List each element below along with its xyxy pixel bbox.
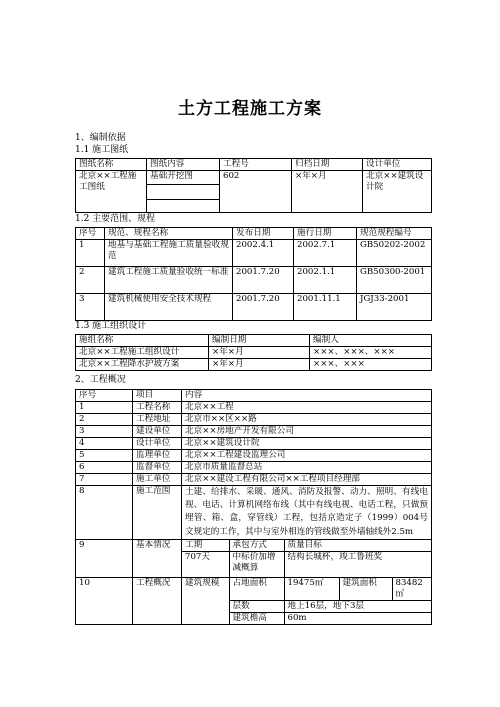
table-cell: 工程名称	[133, 402, 182, 414]
table-cell: 2001.7.20	[233, 294, 294, 321]
table-cell: 60m	[284, 613, 431, 625]
table-cell: 监督单位	[133, 462, 182, 474]
table-header-cell: 编制日期	[209, 335, 310, 347]
table-cell: 19475㎡	[284, 578, 339, 601]
table-cell: 北京××工程施工组织设计	[76, 347, 209, 359]
table-cell: 中标价加增减概算	[229, 551, 284, 577]
table-cell: 工程概况	[133, 578, 182, 625]
subsection-heading: 1.3 施工组织设计	[75, 321, 147, 331]
table-cell: 建筑檐高	[229, 613, 284, 625]
table-row	[76, 171, 432, 213]
table-cell: 建筑机械使用安全技术规程	[105, 294, 233, 321]
table-cell: 7	[76, 474, 133, 486]
table-header-cell: 承包方式	[229, 540, 284, 552]
table-header-cell: 项目	[133, 390, 182, 402]
table-cell: ×年×月	[209, 359, 310, 371]
page-title: 土方工程施工方案	[178, 99, 322, 119]
empty-subcell	[147, 185, 219, 200]
table-cell: JGJ33-2001	[357, 294, 432, 321]
table-cell: 602	[220, 171, 292, 213]
table-row	[76, 450, 432, 462]
table-cell: 83482㎡	[392, 578, 431, 601]
table-cell: 2001.11.1	[294, 294, 357, 321]
table-header-cell: 施组名称	[76, 335, 209, 347]
table-cell: 工程地址	[133, 414, 182, 426]
table-header-cell: 施行日期	[294, 228, 357, 240]
section-heading: 1、编制依据	[75, 133, 126, 143]
table-cell: 1	[76, 240, 105, 267]
table-cell: 基本情况	[133, 539, 182, 578]
table-cell: ×××、×××、×××	[310, 347, 432, 359]
table-header-cell: 设计单位	[363, 159, 432, 171]
basic-info-cell	[182, 539, 432, 578]
table-header-cell: 编制人	[310, 335, 432, 347]
table-row	[76, 486, 432, 540]
table-cell: 监理单位	[133, 450, 182, 462]
drawings-table	[75, 158, 432, 213]
overview-cell	[182, 578, 432, 625]
table-cell: 结构长城杯，竣工鲁班奖	[284, 551, 431, 577]
table-row	[76, 539, 432, 578]
table-header-cell: 图纸名称	[76, 159, 147, 171]
table-cell: 2	[76, 414, 133, 426]
table-header-cell: 归档日期	[292, 159, 363, 171]
table-header-cell: 工程号	[220, 159, 292, 171]
table-header-row	[76, 390, 432, 402]
table-header-cell: 图纸内容	[147, 159, 220, 171]
drawing-content: 基础开挖图	[147, 171, 219, 185]
table-header-row	[76, 159, 432, 171]
table-cell: 土建、给排水、采暖、通风、消防及报警、动力、照明、有线电视、电话、计算机网络布线（其中有线电视、电话工程，只做预埋管、箱、盒，穿管线）工程，包括京造定子（1999）004号文规定的工作，其中与室外相连的管线做至外墙轴线外2.5m	[182, 486, 432, 540]
table-row	[76, 240, 432, 267]
table-cell: 2002.1.1	[294, 267, 357, 294]
table-cell: 占地面积	[229, 578, 284, 601]
table-cell: 北京××房地产开发有限公司	[182, 426, 432, 438]
table-row	[76, 267, 432, 294]
table-header-cell: 规范规程编号	[357, 228, 432, 240]
table-cell: 施工单位	[133, 474, 182, 486]
table-header-cell: 发布日期	[233, 228, 294, 240]
table-cell: 北京××建筑设计院	[363, 171, 432, 213]
table-row	[76, 347, 432, 359]
table-row	[76, 426, 432, 438]
table-header-row	[76, 335, 432, 347]
table-cell: 2002.7.1	[294, 240, 357, 267]
table-cell: ×××、×××	[310, 359, 432, 371]
table-row	[76, 578, 432, 625]
table-header-cell: 序号	[76, 390, 133, 402]
table-cell: 北京××工程建设监理公司	[182, 450, 432, 462]
table-row	[76, 359, 432, 371]
table-cell: 8	[76, 486, 133, 540]
table-cell: 2001.7.20	[233, 267, 294, 294]
table-cell: 4	[76, 438, 133, 450]
table-cell: 6	[76, 462, 133, 474]
table-cell: GB50202-2002	[357, 240, 432, 267]
subsection-heading: 1.1 施工图纸	[75, 145, 129, 155]
table-row	[76, 462, 432, 474]
table-cell: 地基与基础工程施工质量验收规范	[105, 240, 233, 267]
table-cell	[147, 171, 220, 213]
table-cell: 北京××工程	[182, 402, 432, 414]
subsection-heading: 1.2 主要范围、规程	[75, 214, 156, 224]
project-overview-table	[75, 389, 432, 625]
table-row	[76, 402, 432, 414]
table-header-cell: 序号	[76, 228, 105, 240]
table-row	[76, 474, 432, 486]
table-row	[76, 414, 432, 426]
section-heading: 2、工程概况	[75, 375, 126, 385]
table-cell: 层数	[229, 601, 284, 613]
table-cell: ×年×月	[209, 347, 310, 359]
table-cell: 设计单位	[133, 438, 182, 450]
basic-info-subtable	[182, 540, 431, 578]
table-row	[76, 438, 432, 450]
table-cell: 建筑面积	[339, 578, 392, 601]
table-cell: 北京××建筑设计院	[182, 438, 432, 450]
table-header-row	[76, 228, 432, 240]
table-header-cell: 内容	[182, 390, 432, 402]
table-cell: 北京××工程施工图纸	[76, 171, 147, 213]
construction-design-table	[75, 334, 432, 371]
table-cell: 建筑规模	[182, 578, 229, 624]
table-cell: 1	[76, 402, 133, 414]
table-cell: 2002.4.1	[233, 240, 294, 267]
table-cell: 5	[76, 450, 133, 462]
table-cell: GB50300-2001	[357, 267, 432, 294]
table-cell: 北京××工程降水护坡方案	[76, 359, 209, 371]
table-cell: 10	[76, 578, 133, 625]
table-row	[76, 294, 432, 321]
table-cell: 707天	[182, 551, 229, 577]
table-cell: ×年×月	[292, 171, 363, 213]
standards-table	[75, 227, 432, 321]
table-cell: 建设单位	[133, 426, 182, 438]
table-cell: 北京市××区××路	[182, 414, 432, 426]
table-cell: 3	[76, 294, 105, 321]
table-cell: 地上16层，地下3层	[284, 601, 431, 613]
table-cell: 北京市质量监督总站	[182, 462, 432, 474]
overview-subtable	[182, 578, 431, 624]
table-header-cell: 工期	[182, 540, 229, 552]
table-cell: 9	[76, 539, 133, 578]
table-header-cell: 规范、规程名称	[105, 228, 233, 240]
table-cell: 2	[76, 267, 105, 294]
table-cell: 北京××建设工程有限公司××工程项目经理部	[182, 474, 432, 486]
table-cell: 建筑工程施工质量验收统一标准	[105, 267, 233, 294]
table-header-cell: 质量目标	[284, 540, 431, 552]
table-cell: 3	[76, 426, 133, 438]
table-cell: 施工范围	[133, 486, 182, 540]
